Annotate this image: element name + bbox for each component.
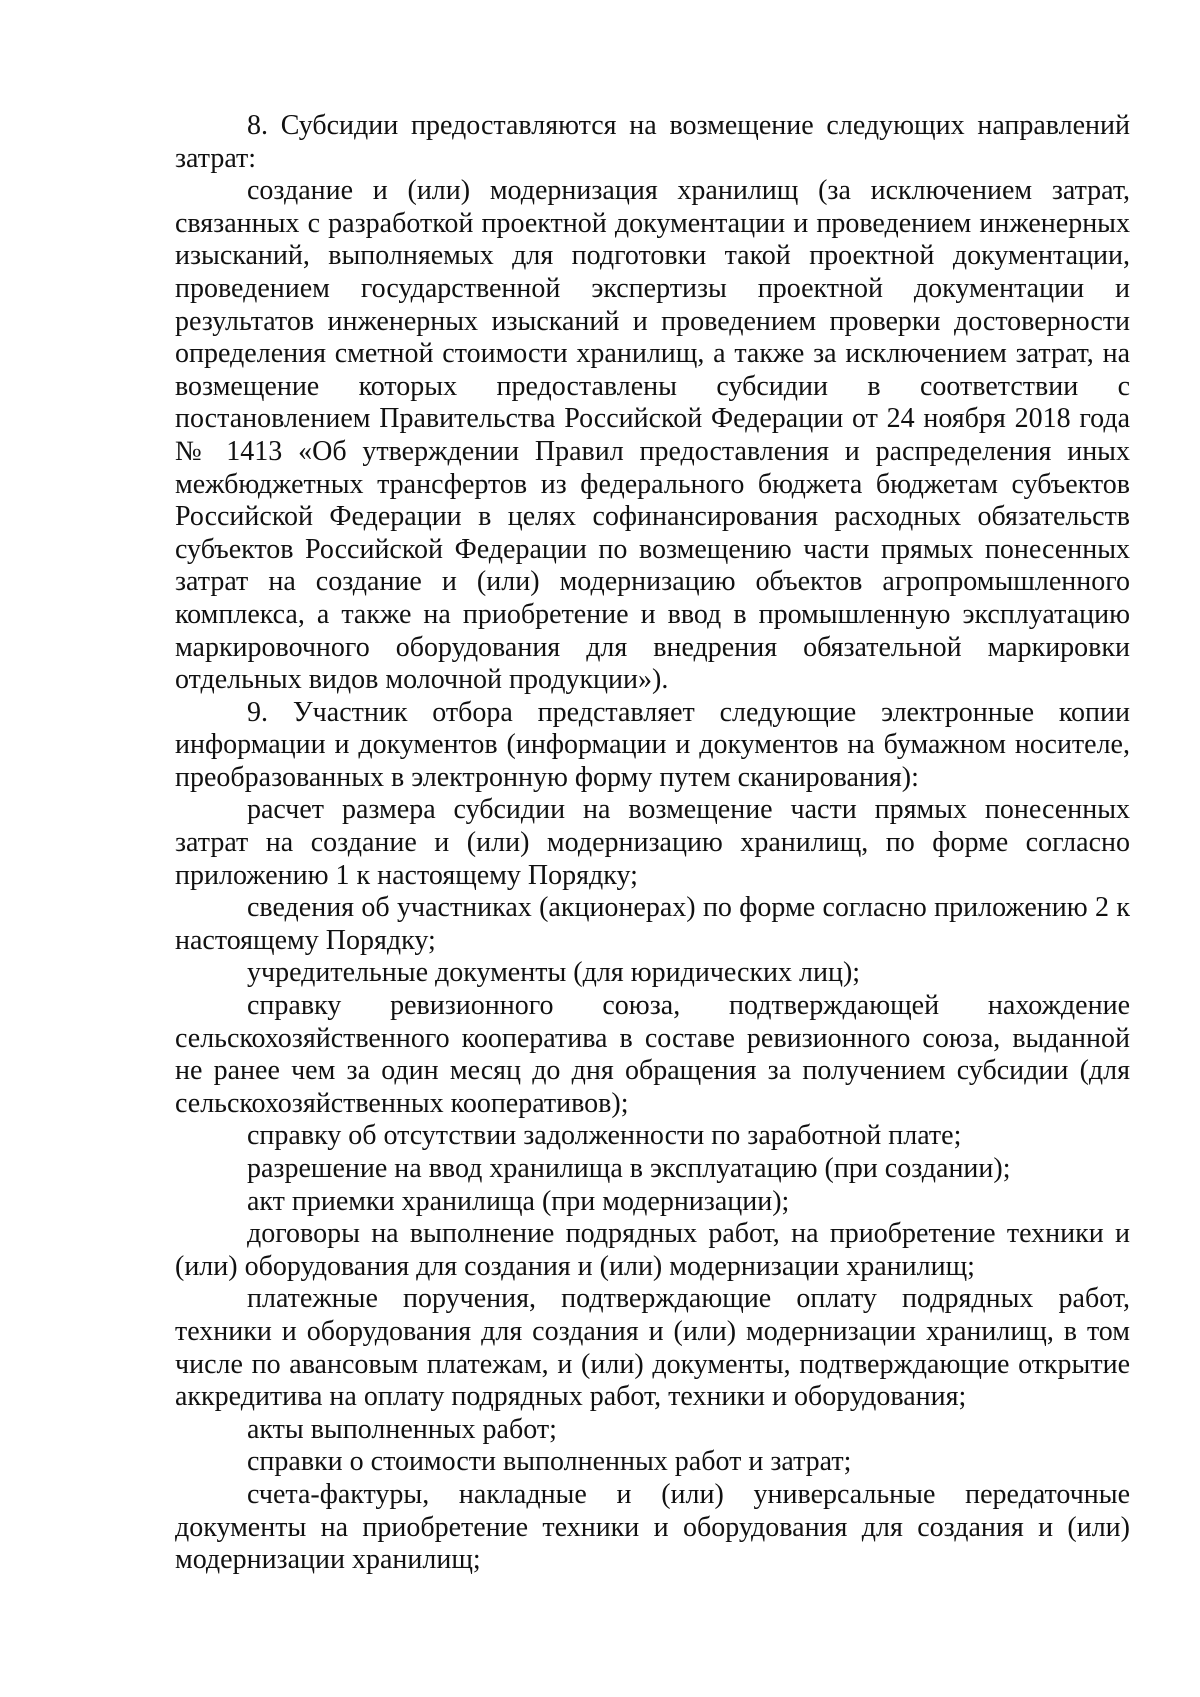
paragraph-payment-orders: платежные поручения, подтверждающие оплату подрядных работ, техники и оборудования для создания и (или) модернизации хранилищ, в том числе по авансовым платежам, и (или) документы, подтверждающие открытие аккредитива на оплату подрядных работ, техники и оборудования; [175,1283,1130,1413]
paragraph-9-documents-intro: 9. Участник отбора представляет следующие электронные копии информации и документов (информации и документов на бумажном носителе, преобразованных в электронную форму путем сканирования): [175,696,1130,793]
paragraph-no-wage-debt-certificate: справку об отсутствии задолженности по заработной плате; [247,1120,962,1152]
paragraph-subsidy-calculation: расчет размера субсидии на возмещение части прямых понесенных затрат на создание и (или) модернизацию хранилищ, по форме согласно приложению 1 к настоящему Порядку; [175,794,1130,891]
paragraph-8-subsidies-intro: 8. Субсидии предоставляются на возмещение следующих направлений затрат: [175,110,1130,174]
paragraph-founding-documents: учредительные документы (для юридических лиц); [247,957,861,989]
paragraph-commissioning-permit: разрешение на ввод хранилища в эксплуатацию (при создании); [247,1153,1011,1184]
paragraph-completion-acts: акты выполненных работ; [247,1413,557,1445]
paragraph-invoices: счета-фактуры, накладные и (или) универсальные передаточные документы на приобретение техники и оборудования для создания и (или) модернизации хранилищ; [175,1478,1130,1576]
paragraph-storage-creation: создание и (или) модернизация хранилищ (за исключением затрат, связанных с разработкой проектной документации и проведением инженерных изысканий, выполняемых для подготовки такой проектной документации, проведением государственной экспертизы проектной документации и результатов инженерных изысканий и проведением проверки достоверности определения сметной стоимости хранилищ, а также за исключением затрат, на возмещение которых предоставлены субсидии в соответствии с постановлением Правительства Российской Федерации от 24 ноября 2018 года № 1413 «Об утверждении Правил предоставления и распределения иных межбюджетных трансфертов из федерального бюджета бюджетам субъектов Российской Федерации в целях софинансирования расходных обязательств субъектов Российской Федерации по возмещению части прямых понесенных затрат на создание и (или) модернизацию объектов агропромышленного комплекса, а также на приобретение и ввод в промышленную эксплуатацию маркировочного оборудования для внедрения обязательной маркировки отдельных видов молочной продукции»). [175,175,1130,696]
paragraph-audit-union-certificate: справку ревизионного союза, подтверждающей нахождение сельскохозяйственного кооператива в составе ревизионного союза, выданной не ранее чем за один месяц до дня обращения за получением субсидии (для сельскохозяйственных кооперативов); [175,990,1130,1119]
document-page [175,110,1130,1577]
paragraph-contracts: договоры на выполнение подрядных работ, на приобретение техники и (или) оборудования для создания и (или) модернизации хранилищ; [175,1218,1130,1282]
paragraph-cost-certificates: справки о стоимости выполненных работ и затрат; [247,1446,852,1478]
paragraph-acceptance-act: акт приемки хранилища (при модернизации); [247,1185,790,1217]
paragraph-participants-info: сведения об участниках (акционерах) по форме согласно приложению 2 к настоящему Порядку; [175,892,1130,956]
